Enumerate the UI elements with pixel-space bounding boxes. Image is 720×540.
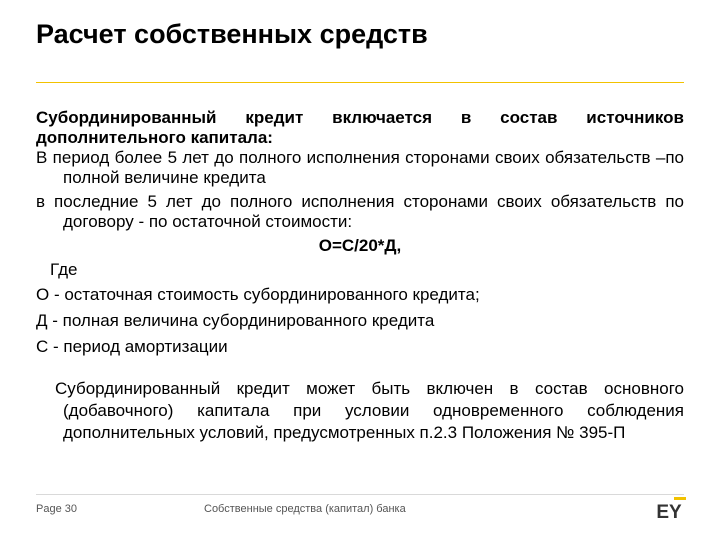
definition-o: О - остаточная стоимость субординированного кредита;	[36, 285, 480, 304]
slide-body	[36, 108, 684, 444]
svg-text:EY: EY	[656, 502, 682, 519]
where-label: Где	[50, 260, 78, 279]
definition-d: Д - полная величина субординированного кредита	[36, 311, 435, 330]
lead-statement: Субординированный кредит включается в состав источников дополнительного капитала:	[36, 108, 684, 147]
condition-last-5-years: в последние 5 лет до полного исполнения сторонами своих обязательств по договору - по остаточной стоимости:	[36, 192, 684, 231]
final-paragraph: Субординированный кредит может быть включен в состав основного (добавочного) капитала при условии одновременного соблюдения дополнительных условий, предусмотренных п.2.3 Положения № 395-П	[55, 379, 684, 442]
slide-title: Расчет собственных средств	[36, 19, 428, 49]
page-number: Page 30	[36, 503, 77, 515]
condition-over-5-years: В период более 5 лет до полного исполнения сторонами своих обязательств –по полной величине кредита	[36, 148, 684, 187]
footer-caption: Собственные средства (капитал) банка	[204, 503, 406, 515]
formula: О=С/20*Д,	[318, 236, 402, 255]
footer-divider	[36, 494, 684, 495]
definition-c: С - период амортизации	[36, 337, 228, 356]
title-divider	[36, 82, 684, 83]
ey-logo	[652, 497, 686, 519]
